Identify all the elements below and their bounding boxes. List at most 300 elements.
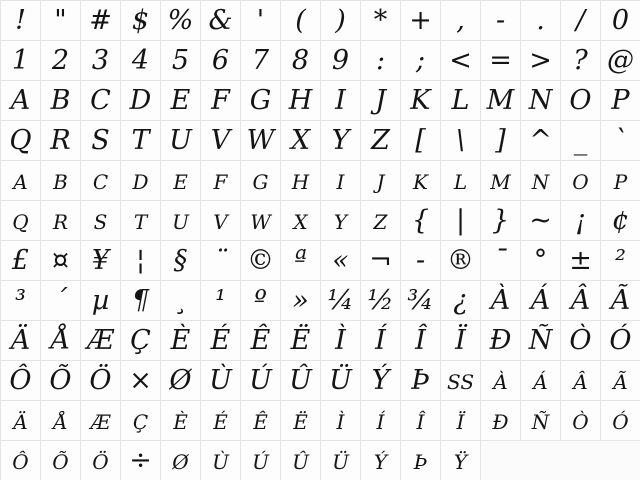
glyph: E [173,170,188,194]
glyph-cell[interactable] [121,361,161,401]
glyph-cell[interactable] [321,81,361,121]
glyph-cell[interactable] [561,1,601,41]
glyph-cell[interactable] [41,1,81,41]
glyph-cell[interactable] [481,121,521,161]
glyph-cell[interactable] [481,241,521,281]
glyph-cell[interactable] [121,1,161,41]
glyph: Å [50,325,71,356]
glyph: Ó [609,325,632,356]
glyph: 7 [251,45,270,76]
glyph-cell[interactable] [401,201,441,241]
glyph-cell[interactable] [481,201,521,241]
glyph: À [493,370,508,394]
glyph-cell[interactable] [1,361,41,401]
glyph-cell[interactable] [441,41,481,81]
glyph-cell[interactable] [161,281,201,321]
glyph: Ï [455,325,466,356]
glyph-cell[interactable] [441,241,481,281]
glyph: £ [11,245,30,276]
glyph-cell[interactable] [321,241,361,281]
glyph-cell[interactable] [321,161,361,201]
glyph: S [91,125,110,156]
glyph-cell[interactable] [1,161,41,201]
glyph: Y [333,210,348,234]
glyph-cell[interactable] [561,361,601,401]
glyph-cell[interactable] [121,281,161,321]
glyph: ¬ [369,245,392,276]
glyph: H [288,85,313,116]
glyph-cell[interactable] [281,81,321,121]
glyph-cell[interactable] [441,321,481,361]
glyph-cell[interactable] [521,41,561,81]
glyph-cell[interactable] [401,281,441,321]
glyph-cell[interactable] [281,201,321,241]
glyph: ; [415,45,426,76]
glyph-cell[interactable] [361,281,401,321]
glyph-cell[interactable] [601,41,640,81]
glyph-cell[interactable] [41,201,81,241]
glyph: M [490,170,511,194]
glyph-cell[interactable] [81,321,121,361]
glyph-cell[interactable] [481,361,521,401]
glyph-cell[interactable] [441,81,481,121]
glyph-cell[interactable] [161,241,201,281]
glyph: " [54,5,67,36]
glyph-cell[interactable] [161,121,201,161]
glyph: \ [455,125,466,156]
glyph-cell[interactable] [401,41,441,81]
glyph-cell[interactable] [561,241,601,281]
glyph-cell[interactable] [521,361,561,401]
glyph-cell[interactable] [441,161,481,201]
glyph-cell[interactable] [601,241,640,281]
glyph: * [373,5,388,36]
glyph: Ö [89,365,112,396]
glyph: © [247,245,274,276]
glyph-cell[interactable] [561,41,601,81]
glyph-cell[interactable] [161,161,201,201]
glyph-cell[interactable] [441,121,481,161]
glyph-cell[interactable] [201,241,241,281]
glyph: D [129,85,152,116]
glyph: È [170,325,191,356]
glyph: - [495,5,506,36]
glyph: ¸ [173,285,188,316]
glyph-cell[interactable] [361,441,401,480]
glyph-cell[interactable] [201,161,241,201]
glyph-cell[interactable] [41,321,81,361]
glyph: X [293,210,308,234]
glyph: Ñ [528,325,553,356]
glyph: U [169,125,192,156]
glyph-cell[interactable] [161,361,201,401]
glyph: B [50,85,71,116]
glyph: « [332,245,349,276]
glyph-cell[interactable] [561,81,601,121]
glyph: - [415,245,426,276]
glyph-cell[interactable] [441,201,481,241]
glyph-cell[interactable] [121,161,161,201]
glyph: § [173,245,188,276]
glyph-cell[interactable] [1,321,41,361]
glyph-cell[interactable] [281,281,321,321]
glyph: M [486,85,515,116]
glyph-cell[interactable] [361,1,401,41]
glyph: 9 [331,45,350,76]
glyph-cell[interactable] [121,201,161,241]
glyph-cell[interactable] [561,321,601,361]
glyph: Ì [335,325,346,356]
glyph-cell[interactable] [81,121,121,161]
glyph: J [375,85,386,116]
glyph-cell[interactable] [81,241,121,281]
glyph: N [531,170,550,194]
glyph: Ð [489,325,512,356]
glyph-cell[interactable] [521,1,561,41]
glyph: ¯ [493,245,508,276]
glyph-cell[interactable] [1,1,41,41]
glyph: I [335,85,346,116]
glyph: ~ [529,205,552,236]
glyph: 6 [211,45,230,76]
glyph-cell[interactable] [321,1,361,41]
glyph: × [129,365,152,396]
glyph-cell[interactable] [361,201,401,241]
glyph-cell[interactable] [361,41,401,81]
glyph-cell[interactable] [201,361,241,401]
glyph: 5 [171,45,190,76]
glyph: C [92,170,109,194]
glyph-cell[interactable] [81,41,121,81]
glyph: Â [573,370,588,394]
glyph: ? [573,45,588,76]
glyph: K [410,85,431,116]
glyph-cell[interactable] [521,321,561,361]
glyph: _ [573,125,588,156]
glyph-cell[interactable] [201,281,241,321]
glyph-cell[interactable] [241,401,281,441]
glyph-cell[interactable] [241,81,281,121]
glyph: Ê [250,325,271,356]
glyph-cell[interactable] [481,161,521,201]
glyph-cell[interactable] [561,201,601,241]
glyph: > [529,45,552,76]
glyph-cell[interactable] [401,161,441,201]
glyph: G [249,85,272,116]
glyph-cell[interactable] [81,161,121,201]
glyph-cell[interactable] [121,81,161,121]
glyph: 4 [131,45,150,76]
glyph-cell[interactable] [41,81,81,121]
glyph: Q [12,210,29,234]
glyph-cell[interactable] [441,281,481,321]
glyph-cell[interactable] [321,401,361,441]
glyph-cell[interactable] [241,321,281,361]
glyph-cell[interactable] [521,121,561,161]
glyph-cell[interactable] [561,161,601,201]
glyph-cell[interactable] [1,441,41,480]
glyph: Û [289,365,312,396]
glyph-cell[interactable] [281,361,321,401]
glyph-cell[interactable] [161,201,201,241]
glyph-cell[interactable] [601,281,640,321]
glyph-cell[interactable] [481,401,521,441]
glyph: ³ [15,285,26,316]
glyph: ] [495,125,506,156]
glyph-cell[interactable] [161,1,201,41]
glyph-cell[interactable] [521,281,561,321]
glyph-cell[interactable] [601,81,640,121]
glyph-cell[interactable] [1,121,41,161]
glyph-cell[interactable] [481,321,521,361]
glyph-cell[interactable] [201,401,241,441]
glyph-cell[interactable] [521,241,561,281]
glyph-cell[interactable] [361,241,401,281]
glyph: Ò [572,410,589,434]
glyph-cell[interactable] [321,201,361,241]
glyph-cell[interactable] [321,441,361,480]
glyph: F [211,85,230,116]
glyph-cell[interactable] [201,321,241,361]
glyph: L [451,85,470,116]
glyph-cell[interactable] [241,1,281,41]
glyph: Ç [132,410,149,434]
glyph-cell[interactable] [441,441,481,480]
glyph-cell[interactable] [121,441,161,480]
glyph: Ç [130,325,151,356]
glyph: Ø [172,450,189,474]
glyph-cell[interactable] [121,241,161,281]
glyph-cell[interactable] [361,321,401,361]
glyph-cell[interactable] [521,401,561,441]
glyph-cell[interactable] [81,361,121,401]
glyph-cell[interactable] [401,121,441,161]
glyph: É [210,325,231,356]
glyph: ª [294,245,307,276]
glyph-cell[interactable] [321,121,361,161]
glyph-cell[interactable] [41,401,81,441]
glyph-cell[interactable] [601,1,640,41]
glyph-cell[interactable] [601,401,640,441]
glyph-cell[interactable] [241,161,281,201]
glyph: Â [570,285,591,316]
glyph: ¡ [575,205,586,236]
glyph-cell[interactable] [281,441,321,480]
glyph-cell[interactable] [201,1,241,41]
glyph-cell[interactable] [161,401,201,441]
glyph-cell[interactable] [361,161,401,201]
glyph: Ù [212,450,229,474]
glyph: P [611,85,630,116]
glyph: Æ [90,410,111,434]
glyph: Å [53,410,68,434]
glyph-cell[interactable] [81,441,121,480]
glyph: Ÿ [453,450,468,474]
glyph: Î [415,325,426,356]
glyph-cell[interactable] [401,321,441,361]
glyph-cell[interactable] [401,401,441,441]
glyph-cell[interactable] [321,281,361,321]
glyph: Z [373,210,388,234]
glyph-cell[interactable] [321,41,361,81]
glyph-cell[interactable] [161,321,201,361]
glyph-cell[interactable] [41,281,81,321]
glyph-cell[interactable] [41,121,81,161]
glyph-cell[interactable] [561,281,601,321]
glyph-cell[interactable] [241,441,281,480]
glyph-cell[interactable] [241,361,281,401]
glyph-cell[interactable] [321,321,361,361]
glyph-cell[interactable] [81,81,121,121]
glyph: SS [446,370,475,394]
glyph: Ë [290,325,311,356]
glyph-cell[interactable] [121,401,161,441]
glyph-cell[interactable] [401,361,441,401]
glyph-cell[interactable] [241,201,281,241]
glyph: Í [376,410,385,434]
glyph: Ü [329,365,352,396]
glyph-cell[interactable] [361,81,401,121]
glyph: Ñ [531,410,550,434]
glyph: ½ [367,285,394,316]
glyph: ¶ [131,285,150,316]
glyph-cell[interactable] [241,41,281,81]
glyph: $ [131,5,150,36]
glyph-cell[interactable] [321,361,361,401]
glyph-cell[interactable] [1,401,41,441]
glyph-cell[interactable] [41,41,81,81]
glyph-cell[interactable] [601,121,640,161]
glyph: Ä [10,325,31,356]
glyph: } [491,205,510,236]
glyph: ¤ [51,245,70,276]
glyph: B [53,170,68,194]
glyph-cell[interactable] [441,361,481,401]
glyph: W [246,125,275,156]
glyph-cell[interactable] [121,41,161,81]
glyph-cell[interactable] [481,81,521,121]
glyph-cell[interactable] [241,121,281,161]
glyph: ^ [529,125,552,156]
glyph: Ð [492,410,509,434]
glyph: 3 [91,45,110,76]
glyph: / [575,5,586,36]
glyph-cell[interactable] [161,81,201,121]
glyph-cell[interactable] [201,81,241,121]
glyph: É [213,410,228,434]
glyph-cell[interactable] [601,201,640,241]
glyph: ÷ [129,445,152,476]
glyph-cell[interactable] [481,1,521,41]
glyph-cell[interactable] [601,321,640,361]
glyph-cell[interactable] [161,441,201,480]
glyph-cell[interactable] [361,361,401,401]
glyph-cell[interactable] [361,121,401,161]
glyph-cell[interactable] [1,81,41,121]
glyph-cell[interactable] [561,121,601,161]
glyph: ¢ [611,205,630,236]
glyph-cell[interactable] [81,401,121,441]
glyph-cell[interactable] [601,361,640,401]
glyph: X [290,125,311,156]
glyph-cell[interactable] [1,281,41,321]
glyph: Î [416,410,425,434]
glyph-cell[interactable] [201,121,241,161]
glyph-cell[interactable] [481,281,521,321]
glyph-cell[interactable] [481,41,521,81]
glyph: = [489,45,512,76]
glyph-cell[interactable] [81,201,121,241]
glyph-cell[interactable] [121,121,161,161]
glyph-cell[interactable] [521,161,561,201]
glyph-cell[interactable] [281,321,321,361]
glyph: ( [295,5,306,36]
glyph-cell[interactable] [281,121,321,161]
glyph-cell[interactable] [281,241,321,281]
glyph-cell[interactable] [41,361,81,401]
glyph-cell[interactable] [281,1,321,41]
glyph-cell[interactable] [561,401,601,441]
glyph: Ö [92,450,109,474]
glyph-cell[interactable] [241,281,281,321]
glyph-cell[interactable] [1,241,41,281]
glyph-cell[interactable] [401,81,441,121]
glyph: S [93,210,108,234]
glyph-cell[interactable] [81,1,121,41]
glyph-cell[interactable] [41,441,81,480]
glyph: Ä [13,410,28,434]
glyph: À [490,285,511,316]
glyph-cell[interactable] [41,161,81,201]
glyph-cell[interactable] [281,401,321,441]
glyph: Ã [610,285,631,316]
glyph-cell[interactable] [81,281,121,321]
glyph: D [132,170,149,194]
glyph-cell[interactable] [201,201,241,241]
glyph-cell[interactable] [121,321,161,361]
glyph: 2 [51,45,70,76]
glyph: ± [569,245,592,276]
glyph-cell[interactable] [41,241,81,281]
glyph-cell[interactable] [521,201,561,241]
glyph-cell[interactable] [161,41,201,81]
glyph: R [50,125,71,156]
glyph-cell[interactable] [281,161,321,201]
glyph-cell[interactable] [601,161,640,201]
glyph-cell[interactable] [441,1,481,41]
glyph-cell[interactable] [401,241,441,281]
glyph-cell[interactable] [1,41,41,81]
glyph-cell[interactable] [521,81,561,121]
glyph-cell[interactable] [1,201,41,241]
glyph: < [449,45,472,76]
glyph: ) [335,5,346,36]
glyph-cell[interactable] [281,41,321,81]
glyph-cell[interactable] [441,401,481,441]
glyph: Ý [371,365,390,396]
glyph-cell[interactable] [201,441,241,480]
glyph-cell[interactable] [401,441,441,480]
glyph-cell[interactable] [201,41,241,81]
glyph-cell[interactable] [241,241,281,281]
glyph-cell[interactable] [361,401,401,441]
glyph: ¹ [215,285,226,316]
glyph: # [89,5,112,36]
glyph: µ [91,285,110,316]
glyph: È [173,410,188,434]
glyph: O [572,170,589,194]
glyph-cell[interactable] [401,1,441,41]
